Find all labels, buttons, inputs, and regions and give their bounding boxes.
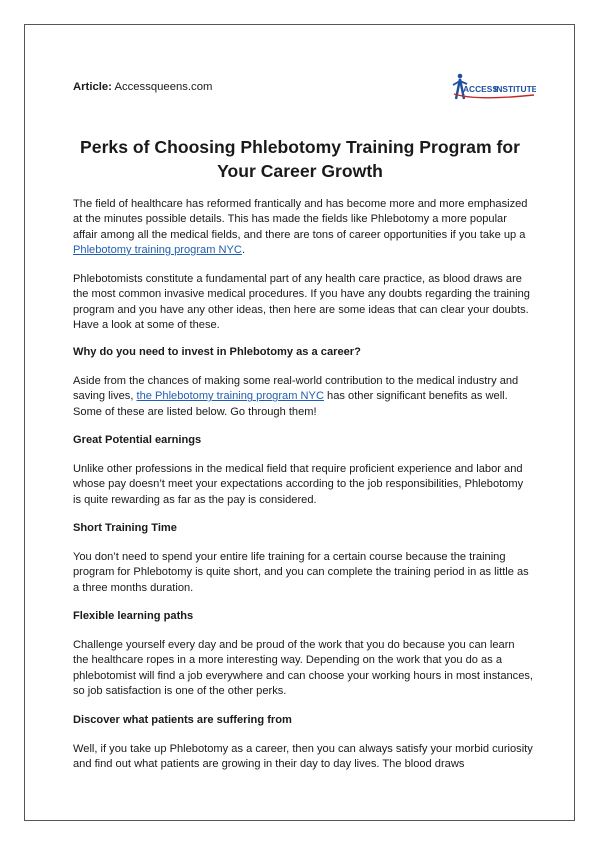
heading-flexible: Flexible learning paths bbox=[73, 610, 194, 622]
intro-after: . bbox=[241, 243, 246, 256]
paragraph-earnings: Unlike other professions in the medical field that require proficient experience and labor and whose pay doesn’t meet your expectations according to the job responsibilities, Phlebotomy is quite rewarding as far as the pay is considered. bbox=[73, 463, 524, 506]
heading-short-training: Short Training Time bbox=[73, 522, 177, 534]
title-line-1: Perks of Choosing Phlebotomy Training Program for bbox=[80, 137, 520, 157]
intro-text: The field of healthcare has reformed frantically and has become more and more emphasized at the minutes possible details. This has made the fields like Phlebotomy a more popular affair among all the medical fields, and there are tons of career opportunities if you take up a bbox=[73, 198, 528, 241]
article-title bbox=[60, 135, 540, 183]
logo-figure-icon bbox=[446, 71, 536, 103]
why-after: has other significant benefits as well. Some of these are listed below. Go through them! bbox=[73, 390, 508, 418]
article-label: Article: bbox=[73, 81, 112, 93]
access-institute-logo bbox=[446, 71, 536, 103]
intro-paragraph bbox=[73, 197, 533, 258]
phlebotomy-program-link-1[interactable]: Phlebotomy training program NYC bbox=[73, 243, 242, 256]
heading-why-invest: Why do you need to invest in Phlebotomy as a career? bbox=[73, 346, 361, 358]
title-line-2: Your Career Growth bbox=[217, 161, 383, 181]
paragraph-why bbox=[73, 374, 533, 420]
paragraph-phlebotomists: Phlebotomists constitute a fundamental part of any health care practice, as blood draws are the most common invasive medical procedures. If you have any doubts regarding the training program and you have any other ideas, then here are some ideas that can clear your doubts. Have a look at some of these. bbox=[73, 273, 530, 331]
paragraph-discover: Well, if you take up Phlebotomy as a career, then you can always satisfy your morbid curiosity and find out what patients are growing in their day to day lives. The blood draws bbox=[73, 743, 533, 771]
article-source: Accessqueens.com bbox=[114, 81, 213, 93]
article-source-line bbox=[73, 81, 212, 93]
heading-earnings: Great Potential earnings bbox=[73, 434, 202, 446]
paragraph-short-training: You don’t need to spend your entire life training for a certain course because the training program for Phlebotomy is quite short, and you can complete the training period in as little as a three months duration. bbox=[73, 551, 529, 594]
paragraph-flexible: Challenge yourself every day and be proud of the work that you do because you can learn the healthcare ropes in a more interesting way. Depending on the work that you do as a phlebotomist will find a job everywhere and can choose your working hours in most instances, so job satisfaction is one of the other perks. bbox=[73, 639, 534, 697]
heading-discover: Discover what patients are suffering from bbox=[73, 714, 292, 726]
logo-institute-text: INSTITUTE bbox=[494, 84, 536, 94]
phlebotomy-program-link-2[interactable]: the Phlebotomy training program NYC bbox=[136, 390, 324, 403]
why-before: Aside from the chances of making some real-world contribution to the medical industry and saving lives, bbox=[73, 375, 519, 403]
logo-access-text: ACCESS bbox=[463, 84, 498, 94]
